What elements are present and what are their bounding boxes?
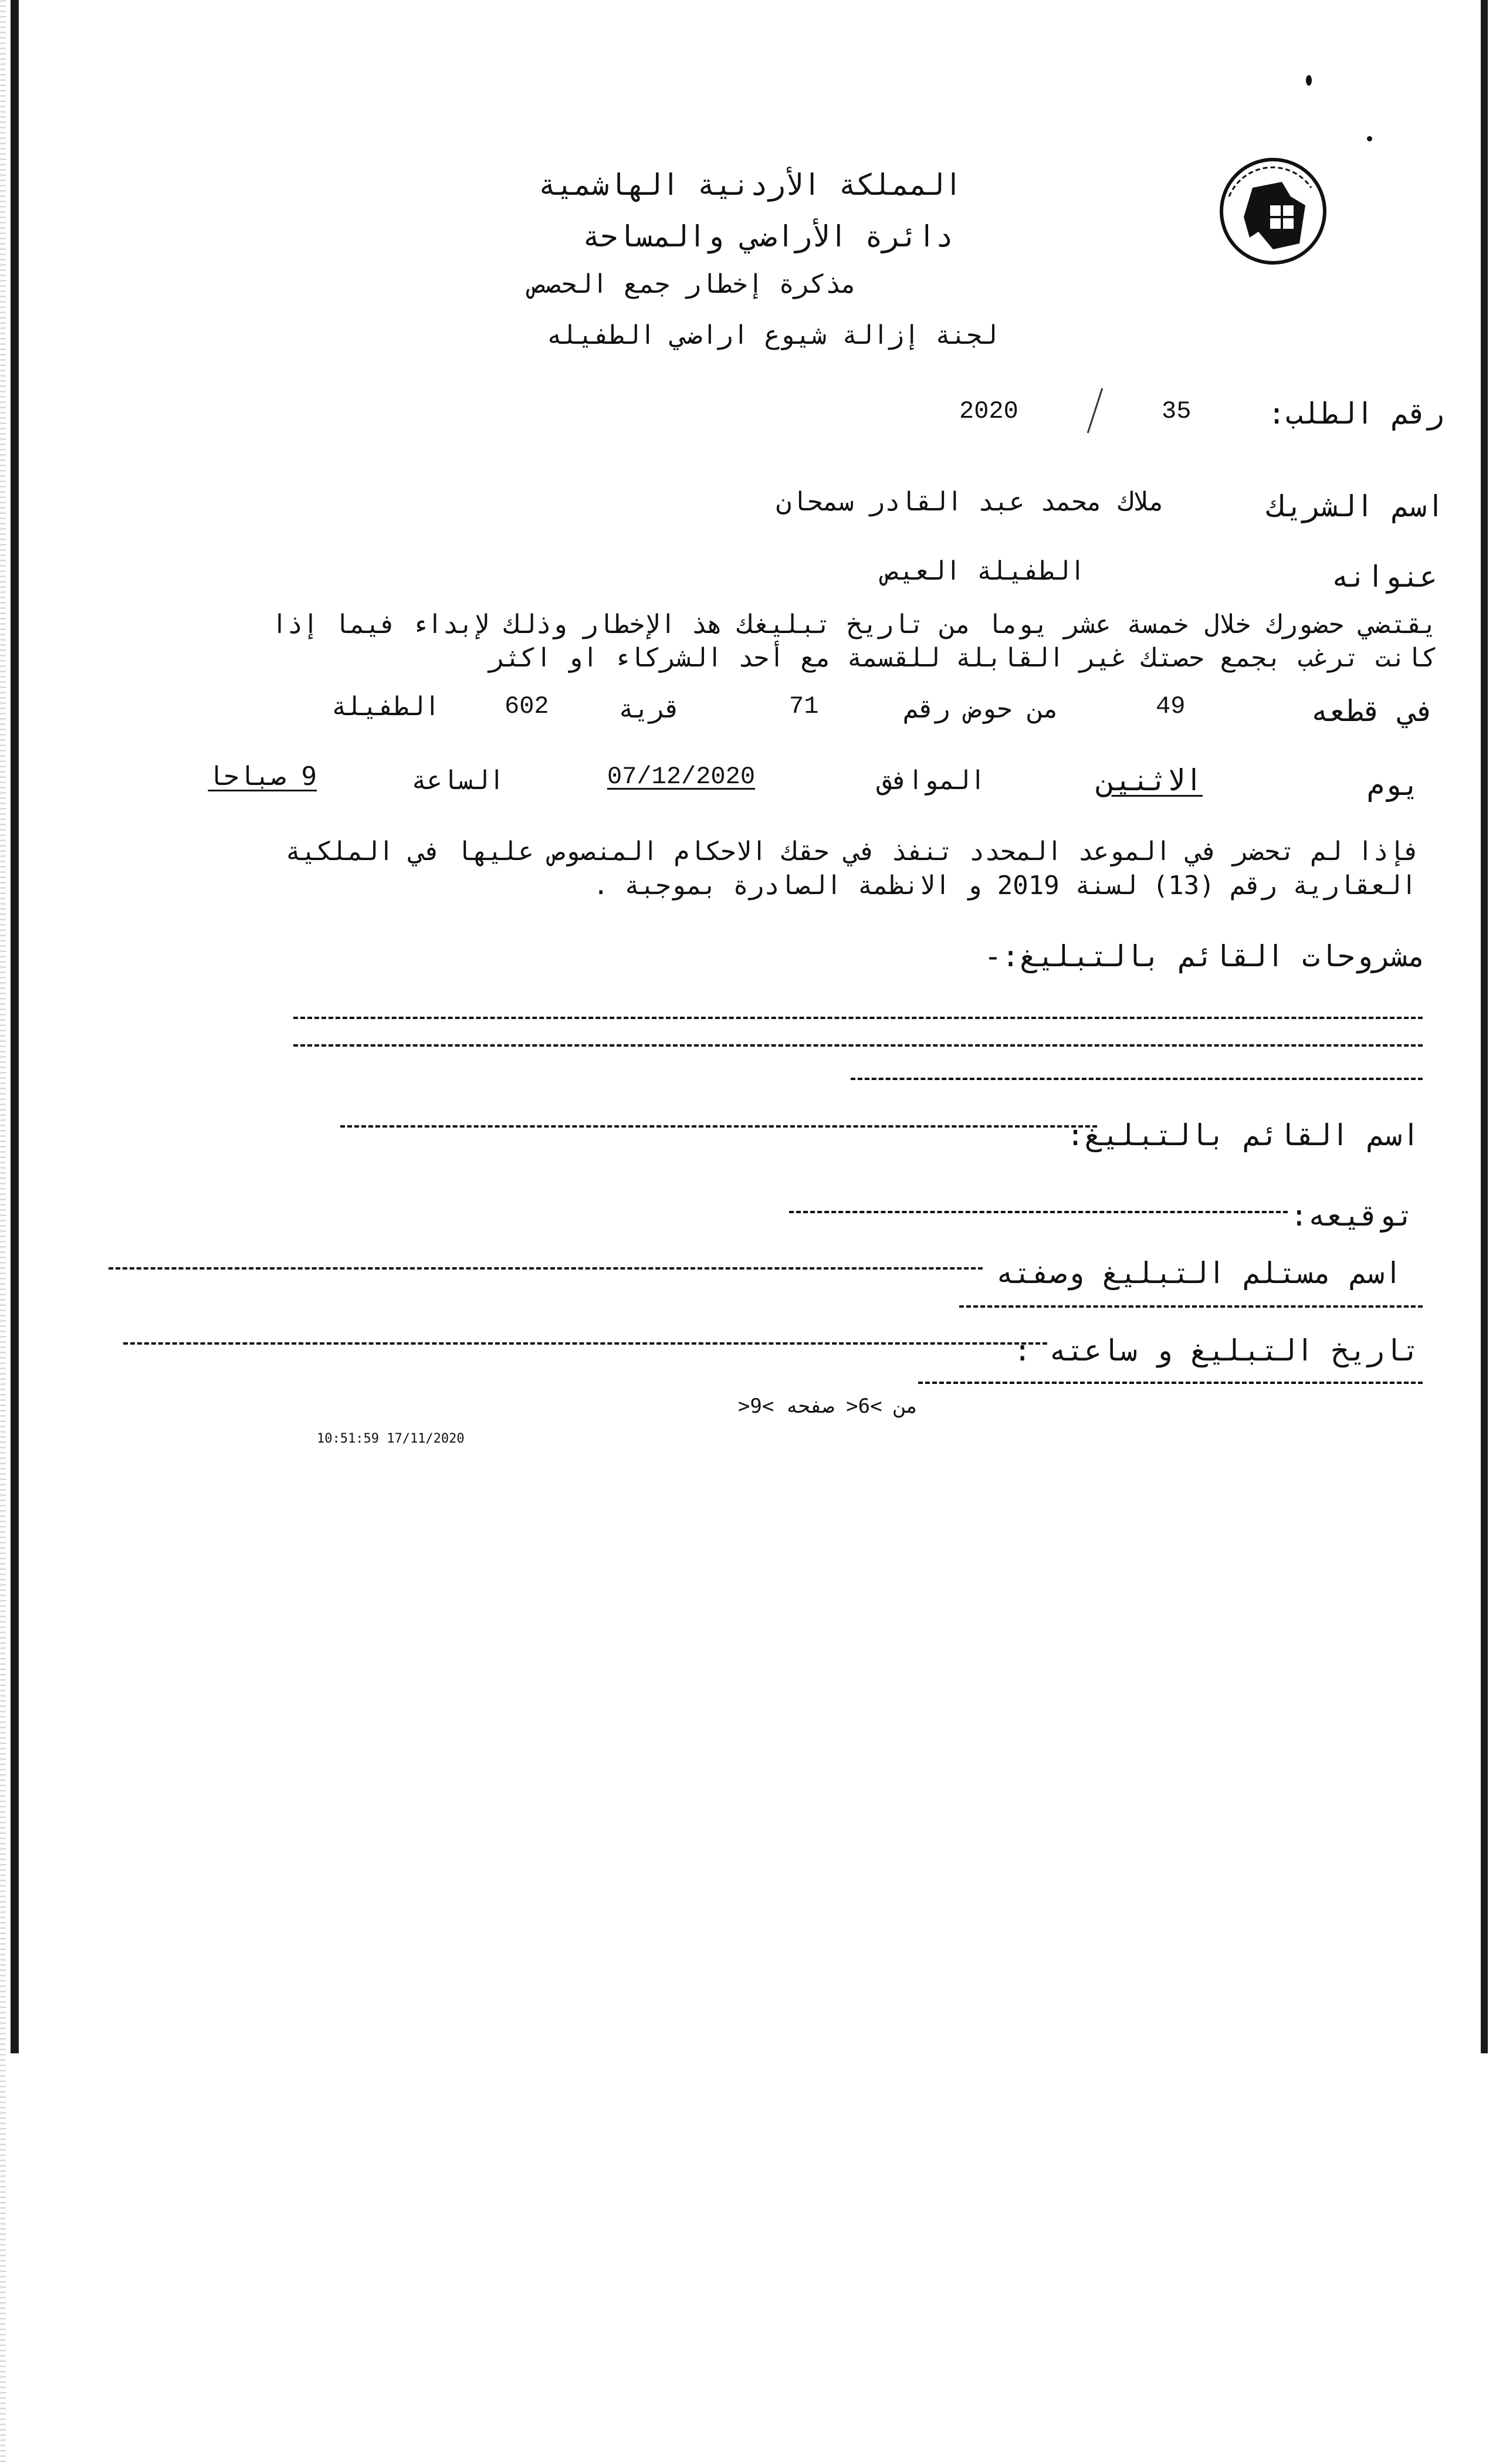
- basin-number: 71: [789, 692, 819, 720]
- notification-datetime-line-2: [918, 1382, 1423, 1384]
- notifier-name-label: اسم القائم بالتبليغ:: [1066, 1118, 1420, 1152]
- address-value: الطفيلة العيص: [883, 556, 1085, 586]
- jordan-land-dept-emblem: [1217, 155, 1329, 267]
- receiver-line-2: [959, 1305, 1423, 1308]
- date-value: 07/12/2020: [607, 763, 756, 791]
- notes-line-1: [293, 1017, 1423, 1019]
- notice-line-2: كانت ترغب بجمع حصتك غير القابلة للقسمة مع أحد الشركاء او اكثر: [489, 643, 1437, 673]
- village-name: الطفيلة: [331, 692, 440, 722]
- scan-speck: [1367, 136, 1372, 141]
- committee-title: لجنة إزالة شيوع اراضي الطفيله: [546, 320, 997, 350]
- scan-left-border: [11, 0, 19, 2053]
- page-indicator: من >6< صفحه >9<: [737, 1395, 918, 1418]
- print-timestamp: 10:51:59 17/11/2020: [317, 1431, 465, 1446]
- scan-edge-shadow: [0, 0, 6, 2464]
- warning-line-2: العقارية رقم (13) لسنة 2019 و الانظمة الصادرة بموجبة .: [593, 871, 1417, 901]
- receiver-line-1: [109, 1267, 983, 1270]
- village-label: قرية: [618, 694, 681, 724]
- notes-label: مشروحات القائم بالتبليغ:-: [984, 939, 1426, 973]
- warning-line-1: فإذا لم تحضر في الموعد المحدد تنفذ في حقك الاحكام المنصوص عليها في الملكية: [285, 837, 1420, 867]
- time-value: 9 صباحا: [208, 761, 317, 791]
- partner-name: ملاك محمد عبد القادر سمحان: [776, 487, 1165, 517]
- receiver-label: اسم مستلم التبليغ وصفته: [996, 1256, 1402, 1290]
- scan-speck: [1306, 75, 1312, 86]
- scan-right-border: [1481, 0, 1488, 2053]
- day-value: الاثنين: [1096, 763, 1203, 797]
- notes-line-2: [293, 1044, 1423, 1047]
- request-separator: [1087, 388, 1104, 433]
- notifier-name-line: [340, 1125, 1097, 1128]
- request-label: رقم الطلب:: [1267, 397, 1444, 431]
- plot-number: 49: [1156, 692, 1186, 720]
- signature-line: [789, 1211, 1288, 1213]
- notification-datetime-label: تاريخ التبليغ و ساعته :: [1013, 1333, 1420, 1368]
- kingdom-title: المملكة الأردنية الهاشمية: [538, 168, 962, 202]
- department-title: دائرة الأراضي والمساحة: [582, 219, 953, 253]
- partner-label: اسم الشريك: [1267, 489, 1444, 523]
- notice-line-1: يقتضي حضورك خلال خمسة عشر يوما من تاريخ تبليغك هذ الإخطار وذلك لإبداء فيما إذا: [272, 610, 1437, 639]
- basin-label: من حوض رقم: [903, 694, 1059, 724]
- day-label: يوم: [1366, 768, 1420, 802]
- village-number: 602: [505, 692, 549, 720]
- notification-datetime-line-1: [123, 1342, 1047, 1345]
- request-number: 35: [1162, 397, 1192, 425]
- signature-label: توقيعه:: [1290, 1199, 1414, 1233]
- plot-label: في قطعه: [1311, 694, 1434, 728]
- request-year: 2020: [959, 397, 1018, 425]
- date-label: الموافق: [876, 766, 986, 796]
- time-label: الساعة: [411, 766, 505, 796]
- memo-title: مذكرة إخطار جمع الحصص: [530, 269, 857, 299]
- notes-line-3: [851, 1078, 1423, 1080]
- address-label: عنوانه: [1331, 560, 1437, 594]
